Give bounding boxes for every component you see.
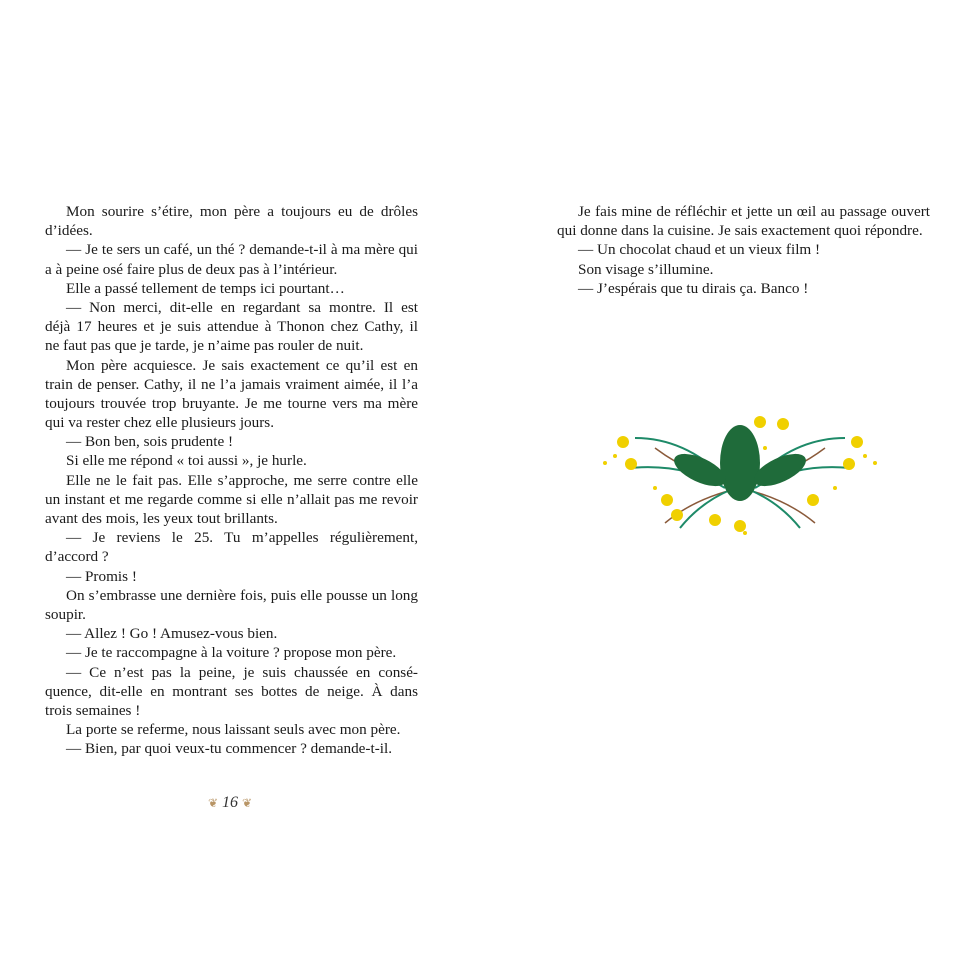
text-line: — Bien, par quoi veux-tu commencer ? demande-t-il. xyxy=(66,740,392,758)
text-line: — Je te raccompagne à la voiture ? propose mon père. xyxy=(66,644,397,662)
text-line: trois semaines ! xyxy=(45,701,141,719)
oak-leaves xyxy=(670,425,811,501)
wheat-sprig-icon: ❦ xyxy=(242,796,253,810)
text-line: soupir. xyxy=(45,605,86,623)
text-line: Mon père acquiesce. Je sais exactement ce qu’il est en xyxy=(66,356,418,374)
text-line: La porte se referme, nous laissant seuls avec mon père. xyxy=(66,721,401,739)
text-line: — J’espérais que tu dirais ça. Banco ! xyxy=(578,279,809,297)
text-line: avant des mois, les yeux tout brillants. xyxy=(45,510,278,527)
text-line: — Bon ben, sois prudente ! xyxy=(66,433,234,451)
text-line: — Promis ! xyxy=(66,567,137,585)
page-number: 16 xyxy=(222,794,238,811)
text-line: On s’embrasse une dernière fois, puis elle pousse un long xyxy=(66,586,418,604)
text-line: Si elle me répond « toi aussi », je hurle. xyxy=(66,452,307,470)
text-line: Je fais mine de réfléchir et jette un œil au passage ouvert xyxy=(578,203,930,220)
text-line: qui donne dans la cuisine. Je sais exactement quoi répondre. xyxy=(557,222,923,240)
text-line: déjà 17 heures et je suis attendue à Thonon chez Cathy, il xyxy=(45,318,418,336)
text-line: — Je te sers un café, un thé ? demande-t-il à ma mère qui xyxy=(66,241,418,259)
text-line: Son visage s’illumine. xyxy=(578,260,714,278)
text-line: — Je reviens le 25. Tu m’appelles régulièrement, xyxy=(66,529,418,547)
text-line: quence, dit-elle en montrant ses bottes de neige. À dans xyxy=(45,682,418,700)
oak-pine-ornament-icon xyxy=(595,408,885,538)
text-line: — Ce n’est pas la peine, je suis chaussée en consé- xyxy=(66,663,418,681)
text-line: train de penser. Cathy, il ne l’a jamais vraiment aimée, il l’a xyxy=(45,375,418,393)
text-line: — Allez ! Go ! Amusez-vous bien. xyxy=(66,625,278,643)
wheat-sprig-icon: ❦ xyxy=(207,796,218,810)
text-line: d’idées. xyxy=(45,222,93,240)
left-page-text xyxy=(45,202,418,758)
text-line: un instant et me regarde comme si elle n’allait pas me revoir xyxy=(45,490,418,508)
text-line: d’accord ? xyxy=(45,548,109,566)
text-line: a à peine osé faire plus de deux pas à l’intérieur. xyxy=(45,260,338,278)
page-folio xyxy=(200,794,260,812)
text-line: — Un chocolat chaud et un vieux film ! xyxy=(578,241,821,259)
right-page-text xyxy=(557,202,930,298)
text-line: Mon sourire s’étire, mon père a toujours eu de drôles xyxy=(66,203,418,220)
text-line: Elle a passé tellement de temps ici pourtant… xyxy=(66,279,345,297)
text-line: qui va rester chez elle plusieurs jours. xyxy=(45,414,274,432)
text-line: toujours trouvée trop bruyante. Je me tourne vers ma mère xyxy=(45,394,418,412)
text-line: Elle ne le fait pas. Elle s’approche, me serre contre elle xyxy=(66,471,418,489)
text-line: — Non merci, dit-elle en regardant sa montre. Il est xyxy=(66,298,418,316)
text-line: ne faut pas que je tarde, je n’aime pas rouler de nuit. xyxy=(45,337,364,355)
